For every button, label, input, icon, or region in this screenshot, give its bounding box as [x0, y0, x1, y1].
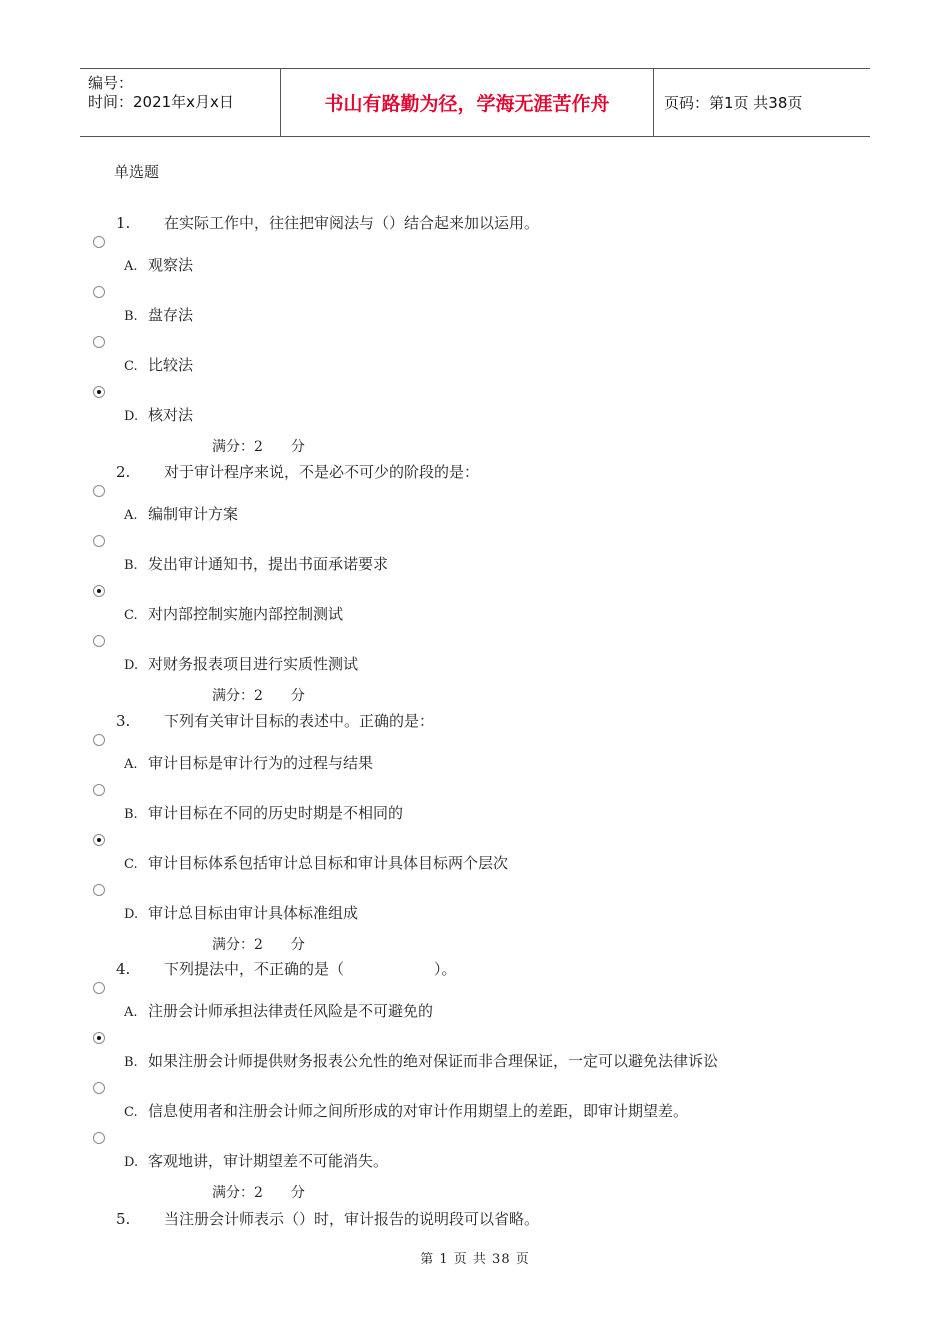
- option-text: 核对法: [148, 406, 194, 424]
- option-letter: C.: [124, 1105, 138, 1120]
- radio-button[interactable]: [93, 784, 105, 796]
- option-letter: B.: [124, 1055, 138, 1070]
- question-text: 下列提法中，不正确的是（ ）。: [164, 960, 457, 978]
- option-letter: B.: [124, 807, 138, 822]
- question-stem: [116, 710, 434, 731]
- page-footer: 第 1 页 共 38 页: [420, 1252, 530, 1267]
- radio-button[interactable]: [93, 386, 105, 398]
- radio-button[interactable]: [93, 286, 105, 298]
- radio-button[interactable]: [93, 236, 105, 248]
- option-letter: D.: [124, 658, 139, 673]
- option-text: 盘存法: [148, 306, 194, 324]
- radio-button[interactable]: [93, 485, 105, 497]
- question-stem: [116, 461, 479, 482]
- option-letter: A.: [124, 1005, 138, 1020]
- question-stem: [116, 1208, 539, 1229]
- answer-option[interactable]: [124, 1000, 433, 1021]
- score-unit: 分: [290, 937, 305, 953]
- question-text: 对于审计程序来说，不是必不可少的阶段的是：: [164, 463, 480, 481]
- option-letter: C.: [124, 857, 138, 872]
- option-text: 审计总目标由审计具体标准组成: [148, 904, 359, 922]
- answer-option[interactable]: [124, 752, 373, 773]
- option-letter: D.: [124, 907, 139, 922]
- answer-option[interactable]: [124, 902, 358, 923]
- option-text: 如果注册会计师提供财务报表公允性的绝对保证而非合理保证，一定可以避免法律诉讼: [148, 1052, 719, 1070]
- answer-option[interactable]: [124, 1100, 688, 1121]
- answer-option[interactable]: [124, 852, 508, 873]
- score-label: 满分：2: [212, 439, 263, 455]
- option-letter: C.: [124, 608, 138, 623]
- option-text: 对财务报表项目进行实质性测试: [148, 655, 359, 673]
- answer-option[interactable]: [124, 254, 193, 275]
- radio-button[interactable]: [93, 535, 105, 547]
- option-text: 客观地讲，审计期望差不可能消失。: [148, 1152, 389, 1170]
- header-motto: 书山有路勤为径，学海无涯苦作舟: [281, 69, 654, 136]
- option-letter: C.: [124, 359, 138, 374]
- radio-button[interactable]: [93, 884, 105, 896]
- question-text: 下列有关审计目标的表述中。正确的是：: [164, 712, 435, 730]
- answer-option[interactable]: [124, 404, 193, 425]
- answer-option[interactable]: [124, 1150, 388, 1171]
- option-text: 编制审计方案: [148, 505, 239, 523]
- score-unit: 分: [290, 688, 305, 704]
- option-text: 审计目标是审计行为的过程与结果: [148, 754, 374, 772]
- question-number: 4.: [116, 960, 131, 978]
- number-label: 编号：: [88, 74, 134, 92]
- radio-button[interactable]: [93, 982, 105, 994]
- section-title: 单选题: [114, 163, 160, 181]
- answer-option[interactable]: [124, 653, 358, 674]
- option-letter: D.: [124, 409, 139, 424]
- answer-option[interactable]: [124, 603, 343, 624]
- radio-button[interactable]: [93, 635, 105, 647]
- radio-button[interactable]: [93, 1082, 105, 1094]
- option-text: 信息使用者和注册会计师之间所形成的对审计作用期望上的差距，即审计期望差。: [148, 1102, 689, 1120]
- question-stem: [116, 958, 457, 979]
- option-text: 注册会计师承担法律责任风险是不可避免的: [148, 1002, 434, 1020]
- option-text: 比较法: [148, 356, 194, 374]
- answer-option[interactable]: [124, 1050, 718, 1071]
- answer-option[interactable]: [124, 553, 388, 574]
- score-line: [212, 1182, 305, 1202]
- date-label: 时间：2021年x月x日: [88, 93, 234, 111]
- answer-option[interactable]: [124, 354, 193, 375]
- score-label: 满分：2: [212, 937, 263, 953]
- header-page-code: 页码：第1页 共38页: [664, 94, 803, 112]
- answer-option[interactable]: [124, 304, 193, 325]
- radio-button[interactable]: [93, 1032, 105, 1044]
- option-letter: A.: [124, 259, 138, 274]
- score-label: 满分：2: [212, 688, 263, 704]
- question-stem: [116, 212, 539, 233]
- option-text: 审计目标在不同的历史时期是不相同的: [148, 804, 404, 822]
- radio-button[interactable]: [93, 585, 105, 597]
- option-text: 观察法: [148, 256, 194, 274]
- question-text: 在实际工作中，往往把审阅法与（）结合起来加以运用。: [164, 214, 540, 232]
- answer-option[interactable]: [124, 802, 403, 823]
- question-number: 1.: [116, 214, 131, 232]
- score-unit: 分: [290, 1185, 305, 1201]
- option-letter: A.: [124, 757, 138, 772]
- question-number: 2.: [116, 463, 131, 481]
- radio-button[interactable]: [93, 336, 105, 348]
- question-text: 当注册会计师表示（）时，审计报告的说明段可以省略。: [164, 1210, 540, 1228]
- option-text: 审计目标体系包括审计总目标和审计具体目标两个层次: [148, 854, 509, 872]
- score-line: [212, 685, 305, 705]
- option-letter: D.: [124, 1155, 139, 1170]
- option-text: 对内部控制实施内部控制测试: [148, 605, 344, 623]
- option-letter: B.: [124, 558, 138, 573]
- answer-option[interactable]: [124, 503, 238, 524]
- radio-button[interactable]: [93, 834, 105, 846]
- document-header: [80, 68, 870, 137]
- option-letter: B.: [124, 309, 138, 324]
- radio-button[interactable]: [93, 1132, 105, 1144]
- header-info-cell: [80, 69, 281, 136]
- radio-button[interactable]: [93, 734, 105, 746]
- score-unit: 分: [290, 439, 305, 455]
- question-number: 5.: [116, 1210, 131, 1228]
- score-label: 满分：2: [212, 1185, 263, 1201]
- question-number: 3.: [116, 712, 131, 730]
- score-line: [212, 934, 305, 954]
- score-line: [212, 436, 305, 456]
- option-text: 发出审计通知书，提出书面承诺要求: [148, 555, 389, 573]
- option-letter: A.: [124, 508, 138, 523]
